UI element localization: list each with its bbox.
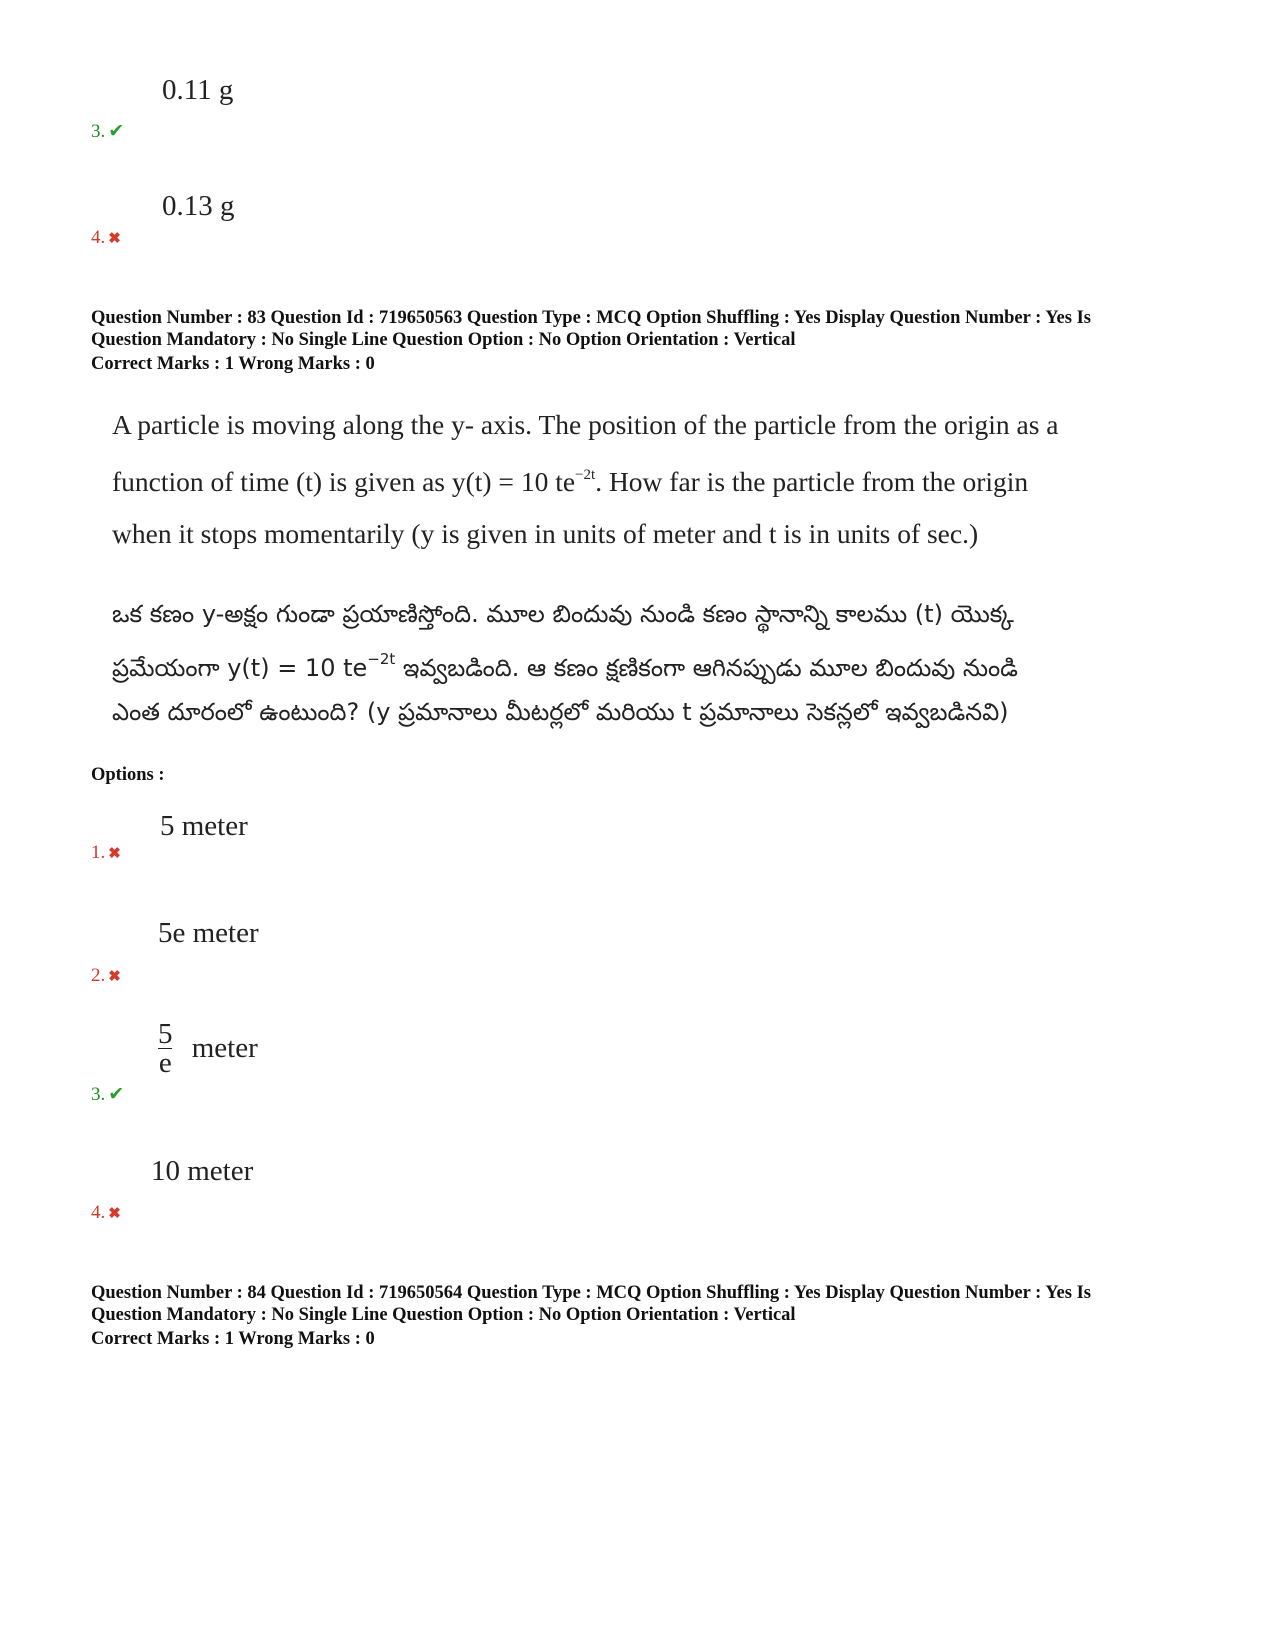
check-mark-icon: ✔: [108, 1084, 125, 1105]
cross-mark-icon: ✖: [108, 969, 121, 985]
text-segment: . How far is the particle from the origin: [595, 466, 1029, 497]
option-number: 4.: [91, 227, 106, 248]
q83-option-4-text: 10 meter: [151, 1155, 254, 1187]
option-number: 4.: [91, 1202, 106, 1223]
prev-option-3-number: [91, 120, 124, 143]
q83-option-3-number: [91, 1083, 124, 1106]
check-mark-icon: ✔: [108, 121, 125, 142]
q83-english-line3: when it stops momentarily (y is given in units of meter and t is in units of sec.): [112, 518, 979, 549]
exponent: −2t: [367, 650, 396, 668]
q83-english-line1: A particle is moving along the y- axis. The position of the particle from the origin as a: [112, 409, 1059, 440]
cross-mark-icon: ✖: [108, 1206, 121, 1222]
q83-telugu-line3: ఎంత దూరంలో ఉంటుంది? (y ప్రమానాలు మీటర్లలో మరియు t ప్రమానాలు సెకన్లలో ఇవ్వబడినవి): [112, 698, 1009, 726]
q83-telugu-line1: ఒక కణం y-అక్షం గుండా ప్రయాణిస్తోంది. మూల బిందువు నుండి కణం స్థానాన్ని కాలము (t) యొక్క: [112, 600, 1014, 628]
option-unit: meter: [191, 1032, 258, 1064]
q84-meta: [91, 1282, 1211, 1326]
q83-telugu-line2: [112, 650, 1018, 688]
option-number: 3.: [91, 121, 106, 142]
cross-mark-icon: ✖: [108, 231, 121, 247]
cross-mark-icon: ✖: [108, 846, 121, 862]
q83-option-3-text: [158, 1020, 258, 1077]
text-segment: ప్రమేయంగా y(t) = 10 te: [112, 654, 368, 682]
prev-option-3-text: 0.11 g: [162, 74, 234, 106]
fraction-numerator: 5: [158, 1018, 173, 1050]
q84-marks: Correct Marks : 1 Wrong Marks : 0: [91, 1329, 375, 1349]
q83-english-line2: [112, 462, 1028, 495]
fraction: [158, 1020, 173, 1077]
q84-meta-line2: Question Mandatory : No Single Line Question Option : No Option Orientation : Vertical: [91, 1305, 796, 1325]
options-label: Options :: [91, 765, 165, 785]
q84-meta-line1: Question Number : 84 Question Id : 719650564 Question Type : MCQ Option Shuffling : Yes Display Question Number : Yes Is: [91, 1283, 1091, 1303]
option-number: 3.: [91, 1084, 106, 1105]
q83-option-4-number: [91, 1202, 121, 1224]
q83-meta: [91, 307, 1211, 351]
q83-option-2-text: 5e meter: [158, 917, 259, 949]
text-segment: function of time (t) is given as y(t) = 10 te: [112, 466, 576, 497]
q83-option-2-number: [91, 965, 121, 987]
prev-option-4-number: [91, 227, 121, 249]
q83-marks: Correct Marks : 1 Wrong Marks : 0: [91, 354, 375, 374]
q83-meta-line2: Question Mandatory : No Single Line Question Option : No Option Orientation : Vertical: [91, 330, 796, 350]
prev-option-4-text: 0.13 g: [162, 190, 235, 222]
q83-option-1-text: 5 meter: [160, 810, 248, 842]
q83-meta-line1: Question Number : 83 Question Id : 719650563 Question Type : MCQ Option Shuffling : Yes Display Question Number : Yes Is: [91, 308, 1091, 328]
option-number: 1.: [91, 842, 106, 863]
q83-option-1-number: [91, 842, 121, 864]
exponent: −2t: [575, 467, 596, 483]
option-number: 2.: [91, 965, 106, 986]
text-segment: ఇవ్వబడింది. ఆ కణం క్షణికంగా ఆగినప్పుడు మూల బిందువు నుండి: [395, 654, 1018, 682]
fraction-denominator: e: [158, 1047, 172, 1079]
